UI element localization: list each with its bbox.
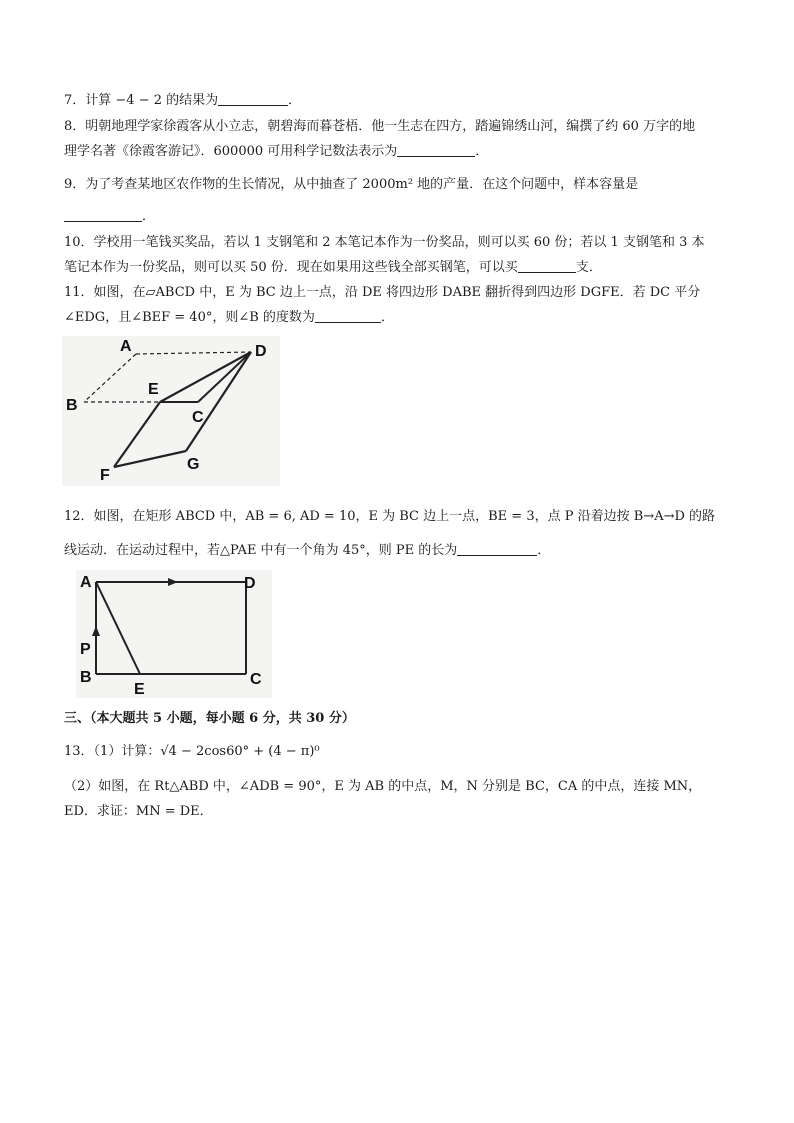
question-11-line2 — [64, 309, 394, 327]
question-7 — [64, 92, 301, 110]
label-b: B — [80, 669, 92, 686]
question-11-line1: 11．如图，在▱ABCD 中，E 为 BC 边上一点，沿 DE 将四边形 DABE 翻折得到四边形 DGFE．若 DC 平分 — [64, 285, 701, 300]
figure-12-rectangle — [76, 570, 272, 698]
question-8-line1: 8．明朝地理学家徐霞客从小立志，朝碧海而暮苍梧．他一生志在四方，踏遍锦绣山河，编撰了约 60 万字的地 — [64, 119, 696, 134]
question-8-line2 — [64, 143, 488, 161]
question-8-text: 理学名著《徐霞客游记》．600000 可用科学记数法表示为 — [64, 144, 398, 159]
question-13-part1: 13．（1）计算：√4 − 2cos60° + (4 − π)⁰ — [64, 744, 320, 759]
label-c: C — [192, 409, 204, 426]
arrow-a-to-d — [168, 578, 178, 586]
question-10-text: 笔记本作为一份奖品，则可以买 50 份．现在如果用这些钱全部买钢笔，可以买 — [64, 260, 518, 275]
answer-blank-10[interactable] — [518, 260, 576, 273]
question-12-text: 线运动．在运动过程中，若△PAE 中有一个角为 45°，则 PE 的长为 — [64, 543, 458, 558]
question-12-end: ． — [537, 543, 551, 558]
arrow-b-to-a — [92, 626, 100, 636]
figure-11-parallelogram-fold — [62, 336, 280, 486]
question-7-text: 7．计算 −4 − 2 的结果为 — [64, 93, 219, 108]
question-12-line2 — [64, 542, 550, 560]
question-7-end: ． — [288, 93, 302, 108]
answer-blank-7[interactable] — [218, 93, 288, 106]
answer-blank-11[interactable] — [315, 310, 381, 323]
label-a: A — [80, 574, 92, 591]
question-9-end: ． — [142, 209, 156, 224]
answer-blank-9[interactable] — [64, 209, 142, 222]
label-c: C — [250, 671, 262, 688]
label-p: P — [80, 641, 91, 658]
question-11-end: ． — [380, 310, 394, 325]
section-3-heading: 三、（本大题共 5 小题，每小题 6 分，共 30 分） — [64, 711, 355, 726]
label-d: D — [255, 343, 267, 360]
question-10-line2 — [64, 259, 602, 277]
question-11-text: ∠EDG，且∠BEF = 40°，则∠B 的度数为 — [64, 310, 315, 325]
question-9-line2 — [64, 208, 155, 226]
label-b: B — [66, 397, 78, 414]
question-9-line1: 9．为了考查某地区农作物的生长情况，从中抽查了 2000m² 地的产量．在这个问题中，样本容量是 — [64, 177, 639, 192]
segment-ae — [96, 582, 140, 674]
question-10-end: 支． — [575, 260, 602, 275]
answer-blank-8[interactable] — [397, 144, 475, 157]
label-e: E — [134, 681, 145, 698]
question-13-part2-line1: （2）如图，在 Rt△ABD 中，∠ADB = 90°，E 为 AB 的中点，M，N 分别是 BC，CA 的中点，连接 MN， — [64, 779, 702, 794]
question-10-line1: 10．学校用一笔钱买奖品，若以 1 支钢笔和 2 本笔记本作为一份奖品，则可以买 60 份；若以 1 支钢笔和 3 本 — [64, 235, 705, 250]
question-12-line1: 12．如图，在矩形 ABCD 中，AB = 6, AD = 10，E 为 BC 边上一点，BE = 3，点 P 沿着边按 B→A→D 的路 — [64, 509, 716, 524]
question-13-part2-line2: ED．求证：MN = DE． — [64, 804, 213, 819]
edge-ad — [136, 352, 251, 354]
label-a: A — [120, 338, 132, 355]
label-d: D — [244, 575, 256, 592]
label-f: F — [100, 467, 110, 484]
question-8-end: ． — [475, 144, 489, 159]
edge-ab — [84, 354, 136, 402]
label-e: E — [148, 381, 159, 398]
label-g: G — [187, 456, 200, 473]
answer-blank-12[interactable] — [457, 543, 537, 556]
